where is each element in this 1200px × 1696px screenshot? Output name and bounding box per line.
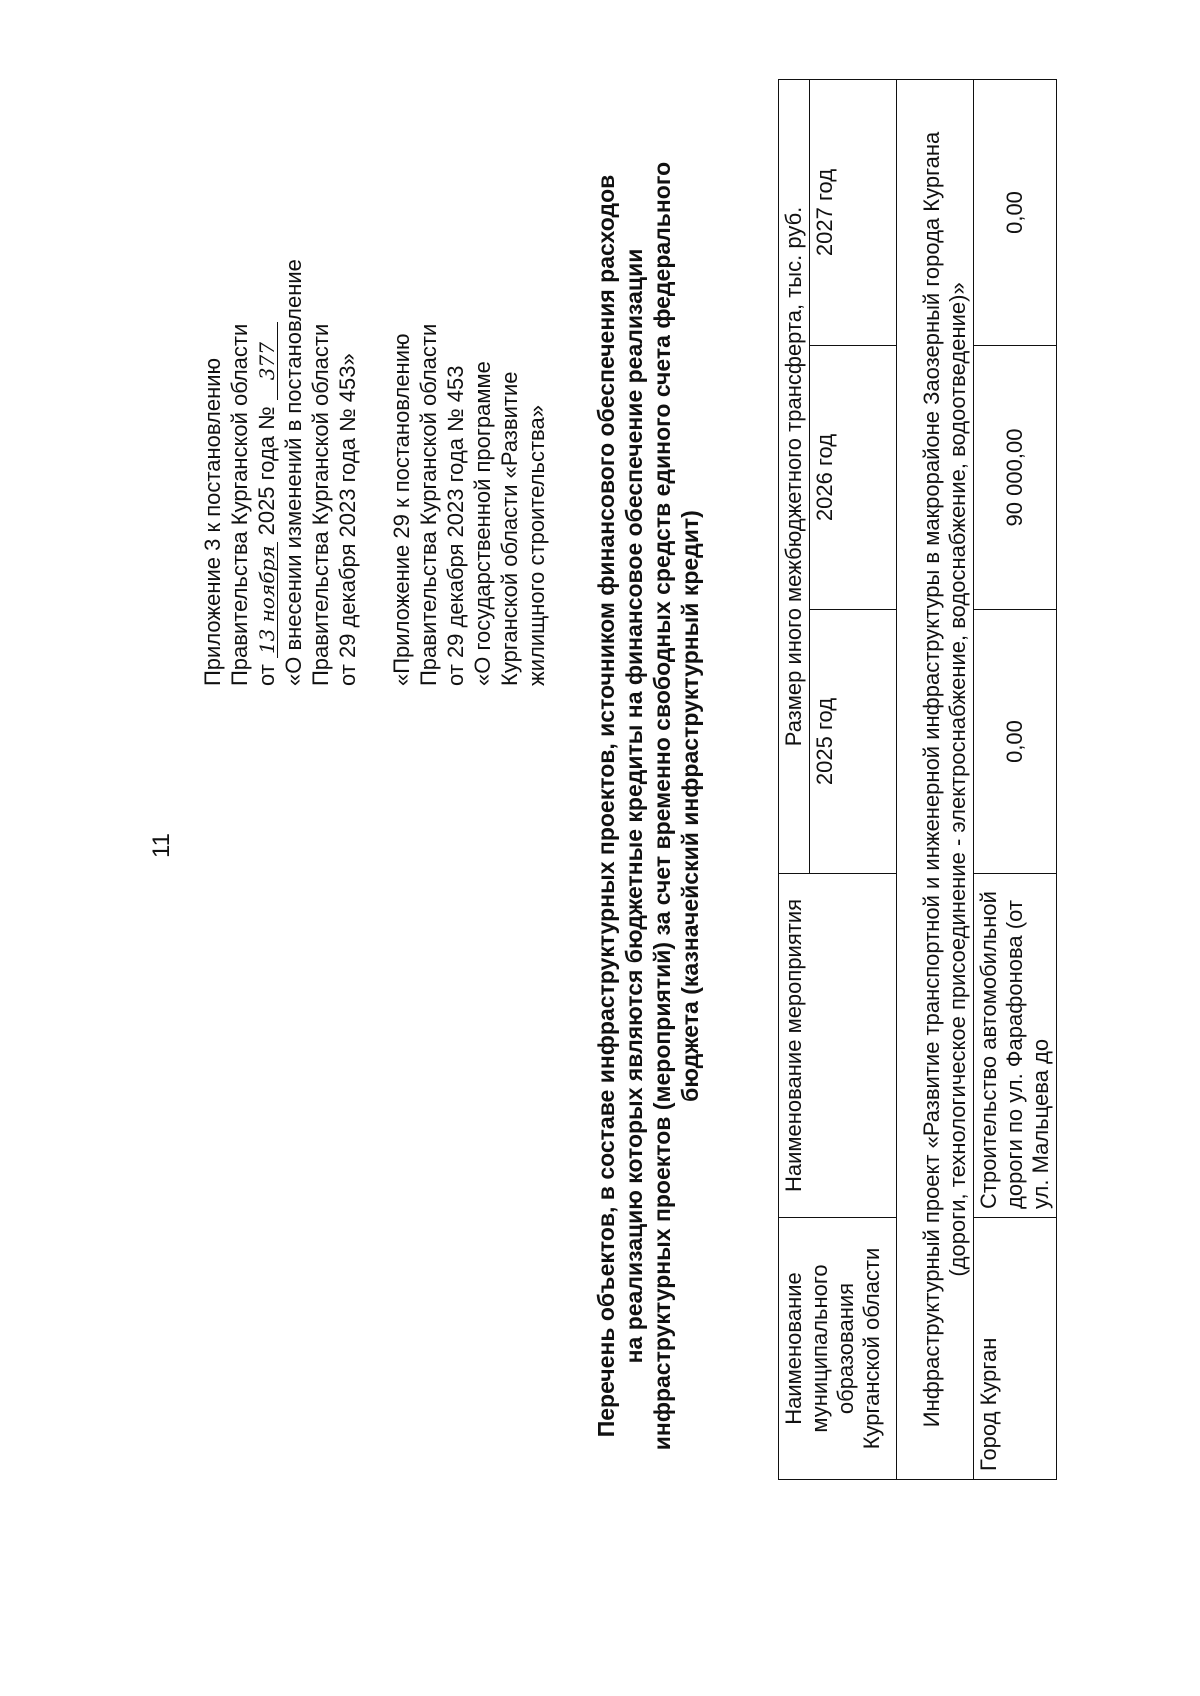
cell-2025: 0,00 — [974, 610, 1057, 874]
approval-line: «Приложение 29 к постановлению — [389, 333, 414, 686]
header-year-2026: 2026 год — [810, 346, 897, 610]
header-municipality: Наименование муниципального образования Курганской области — [779, 1218, 897, 1480]
spacer-cell — [897, 79, 918, 1479]
header-event: Наименование мероприятия — [779, 874, 897, 1218]
approval-date-line — [253, 46, 280, 686]
approval-line: от 29 декабря 2023 года № 453» — [335, 353, 360, 686]
approval-line: жилищного строительства» — [524, 405, 549, 686]
header-year-2027: 2027 год — [810, 79, 897, 345]
project-row — [917, 79, 974, 1479]
handwritten-number: 377 — [257, 322, 278, 400]
title-line: инфраструктурных проектов (мероприятий) за счет временно свободных средств единого счета федерального — [649, 161, 675, 1451]
header-transfer: Размер иного межбюджетного трансферта, тыс. руб. — [779, 79, 810, 873]
approval-line: от 29 декабря 2023 года № 453 — [443, 365, 468, 686]
cell-2027: 0,00 — [974, 79, 1057, 345]
approval-line: «О внесении изменений в постановление — [281, 259, 306, 686]
handwritten-date: 13 ноября — [257, 542, 278, 659]
title-line: Перечень объектов, в составе инфраструктурных проектов, источником финансового обеспечения расходов — [593, 174, 619, 1438]
approval-block-current — [199, 46, 361, 686]
document-title — [592, 76, 704, 1536]
approval-line-middle: 2025 года № — [254, 406, 279, 536]
projects-table — [778, 79, 1057, 1480]
approval-line: Правительства Курганской области — [416, 323, 441, 686]
cell-municipality: Город Курган — [974, 1218, 1057, 1480]
page-number: 11 — [148, 833, 175, 858]
header-year-2025: 2025 год — [810, 610, 897, 874]
approval-line: «О государственной программе — [470, 361, 495, 686]
approval-line: Курганской области «Развитие — [497, 371, 522, 686]
title-line: на реализацию которых являются бюджетные кредиты на финансовое обеспечение реализации — [621, 248, 647, 1364]
cell-2026: 90 000,00 — [974, 346, 1057, 610]
approval-line-prefix: от — [254, 664, 279, 686]
table-row — [974, 79, 1057, 1479]
approval-line: Правительства Курганской области — [308, 323, 333, 686]
approval-block-original — [388, 46, 550, 686]
title-line: бюджета (казначейский инфраструктурный кредит) — [677, 510, 703, 1102]
approval-line: Приложение 3 к постановлению — [200, 357, 225, 686]
project-name: Инфраструктурный проект «Развитие транспортной и инженерной инфраструктуры в макрорайоне Заозерный города Кургана (дороги, технологическое присоединение - электроснабжение, водоснабжение, водоотведение)» — [917, 79, 974, 1479]
spacer-row — [897, 79, 918, 1479]
approval-line: Правительства Курганской области — [227, 323, 252, 686]
cell-event: Строительство автомобильной дороги по ул. Фарафонова (от ул. Мальцева до — [974, 874, 1057, 1218]
header-row — [779, 79, 810, 1479]
